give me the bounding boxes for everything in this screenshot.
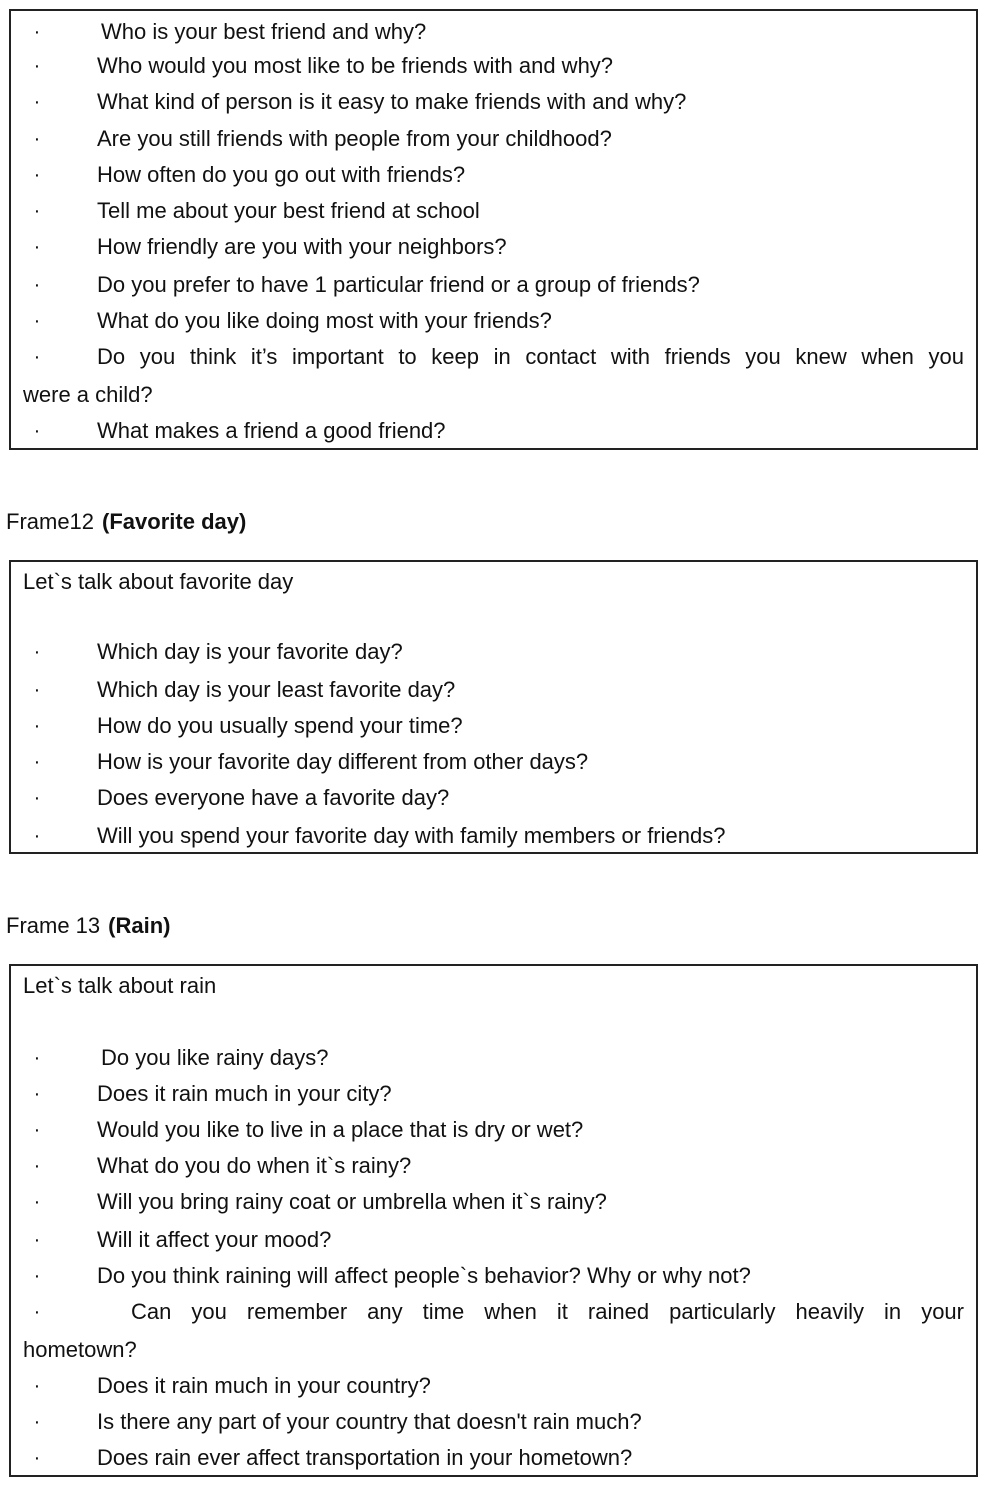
frame12-heading xyxy=(6,507,246,537)
question-text: Do you like rainy days? xyxy=(101,1045,329,1070)
bullet: · xyxy=(33,641,41,663)
frame-label: Frame12 xyxy=(6,509,95,534)
bullet: · xyxy=(33,164,41,186)
list-item xyxy=(11,303,976,339)
question-text: Is there any part of your country that doesn't rain much? xyxy=(97,1409,642,1434)
bullet: · xyxy=(33,310,41,332)
list-item xyxy=(11,1112,976,1148)
question-text: Does it rain much in your city? xyxy=(97,1081,392,1106)
question-text: Do you prefer to have 1 particular friend or a group of friends? xyxy=(97,272,700,297)
list-item xyxy=(11,1294,976,1330)
question-text-continued: hometown? xyxy=(23,1337,137,1362)
bullet: · xyxy=(33,200,41,222)
frame13-heading xyxy=(6,911,170,941)
question-text: How often do you go out with friends? xyxy=(97,162,466,187)
question-text: How friendly are you with your neighbors? xyxy=(97,234,507,259)
intro-text: Let`s talk about favorite day xyxy=(23,569,294,594)
bullet: · xyxy=(33,420,41,442)
question-text: What do you do when it`s rainy? xyxy=(97,1153,412,1178)
question-text: Do you think raining will affect people`s behavior? Why or why not? xyxy=(97,1263,751,1288)
list-item xyxy=(11,1222,976,1258)
list-item xyxy=(11,14,976,50)
frame11-box xyxy=(9,9,978,450)
frame-topic: (Rain) xyxy=(108,913,171,938)
list-item xyxy=(11,413,976,449)
bullet: · xyxy=(33,1301,41,1323)
question-text: Who would you most like to be friends with and why? xyxy=(97,53,614,78)
question-text: How do you usually spend your time? xyxy=(97,713,463,738)
question-text: Which day is your favorite day? xyxy=(97,639,403,664)
question-text: What kind of person is it easy to make friends with and why? xyxy=(97,89,687,114)
list-item xyxy=(11,229,976,265)
bullet: · xyxy=(33,346,41,368)
bullet: · xyxy=(33,1155,41,1177)
box-intro xyxy=(11,968,976,1004)
bullet: · xyxy=(33,1447,41,1469)
question-text: Do you think it’s important to keep in contact with friends you knew when you xyxy=(97,344,964,369)
question-text: Does it rain much in your country? xyxy=(97,1373,431,1398)
bullet: · xyxy=(33,825,41,847)
question-text: Does rain ever affect transportation in your hometown? xyxy=(97,1445,633,1470)
list-item-continuation xyxy=(11,377,976,413)
frame-label: Frame 13 xyxy=(6,913,101,938)
bullet: · xyxy=(33,128,41,150)
question-text: Will you spend your favorite day with family members or friends? xyxy=(97,823,726,848)
question-text: Would you like to live in a place that is dry or wet? xyxy=(97,1117,584,1142)
bullet: · xyxy=(33,1191,41,1213)
frame-topic: (Favorite day) xyxy=(102,509,247,534)
list-item xyxy=(11,1040,976,1076)
question-text: What do you like doing most with your friends? xyxy=(97,308,552,333)
list-item xyxy=(11,84,976,120)
intro-text: Let`s talk about rain xyxy=(23,973,217,998)
question-text: Tell me about your best friend at school xyxy=(97,198,480,223)
bullet: · xyxy=(33,274,41,296)
question-text: Which day is your least favorite day? xyxy=(97,677,456,702)
list-item xyxy=(11,339,976,375)
bullet: · xyxy=(33,1119,41,1141)
bullet: · xyxy=(33,1411,41,1433)
list-item xyxy=(11,48,976,84)
list-item xyxy=(11,744,976,780)
bullet: · xyxy=(33,236,41,258)
question-text: Does everyone have a favorite day? xyxy=(97,785,450,810)
bullet: · xyxy=(33,1083,41,1105)
question-text-continued: were a child? xyxy=(23,382,153,407)
list-item xyxy=(11,672,976,708)
question-text: How is your favorite day different from other days? xyxy=(97,749,589,774)
question-text: Can you remember any time when it rained particularly heavily in your xyxy=(131,1299,964,1324)
list-item xyxy=(11,634,976,670)
list-item xyxy=(11,1148,976,1184)
list-item xyxy=(11,193,976,229)
question-text: Are you still friends with people from your childhood? xyxy=(97,126,612,151)
frame13-box xyxy=(9,964,978,1477)
list-item xyxy=(11,1368,976,1404)
bullet: · xyxy=(33,21,41,43)
list-item xyxy=(11,121,976,157)
box-intro xyxy=(11,564,976,600)
bullet: · xyxy=(33,1229,41,1251)
bullet: · xyxy=(33,55,41,77)
list-item xyxy=(11,267,976,303)
question-text: Will you bring rainy coat or umbrella when it`s rainy? xyxy=(97,1189,607,1214)
list-item xyxy=(11,780,976,816)
list-item-continuation xyxy=(11,1332,976,1368)
bullet: · xyxy=(33,751,41,773)
list-item xyxy=(11,1184,976,1220)
bullet: · xyxy=(33,787,41,809)
question-text: Who is your best friend and why? xyxy=(101,19,427,44)
list-item xyxy=(11,1404,976,1440)
list-item xyxy=(11,1258,976,1294)
list-item xyxy=(11,1076,976,1112)
bullet: · xyxy=(33,1375,41,1397)
bullet: · xyxy=(33,1047,41,1069)
question-text: Will it affect your mood? xyxy=(97,1227,332,1252)
question-text: What makes a friend a good friend? xyxy=(97,418,446,443)
frame12-box xyxy=(9,560,978,854)
list-item xyxy=(11,1440,976,1476)
list-item xyxy=(11,708,976,744)
list-item xyxy=(11,818,976,854)
bullet: · xyxy=(33,1265,41,1287)
list-item xyxy=(11,157,976,193)
bullet: · xyxy=(33,679,41,701)
bullet: · xyxy=(33,91,41,113)
bullet: · xyxy=(33,715,41,737)
